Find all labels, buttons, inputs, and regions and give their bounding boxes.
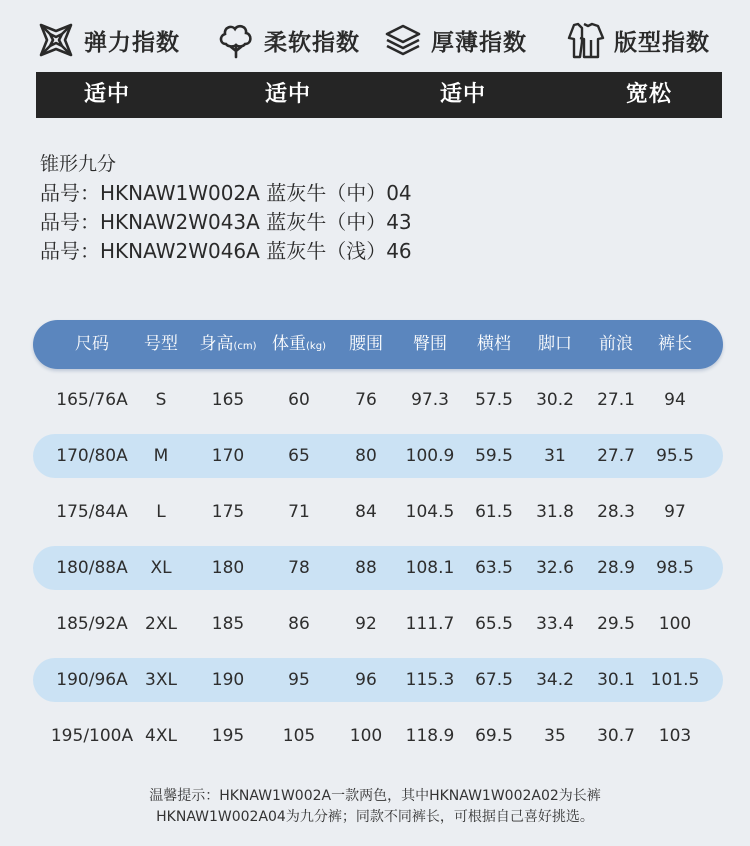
column-header-label: 臀围 xyxy=(413,334,447,354)
column-header xyxy=(272,320,326,371)
table-cell: 115.3 xyxy=(405,670,455,690)
table-cell: XL xyxy=(150,558,172,578)
column-header xyxy=(599,320,633,369)
table-cell: 30.7 xyxy=(597,726,635,746)
table-cell: 100 xyxy=(349,726,383,746)
table-cell: 170 xyxy=(211,446,245,466)
table-cell: 104.5 xyxy=(405,502,455,522)
column-header xyxy=(477,320,511,369)
table-cell: 71 xyxy=(288,502,310,522)
table-cell: 27.7 xyxy=(597,446,635,466)
index-value-elasticity: 适中 xyxy=(84,82,131,107)
table-cell: 100.9 xyxy=(405,446,455,466)
column-header xyxy=(199,320,256,371)
column-header-label: 裤长 xyxy=(658,334,692,354)
column-header-label: 脚口 xyxy=(538,334,572,354)
column-header-label: 尺码 xyxy=(75,334,109,354)
table-cell: 118.9 xyxy=(405,726,455,746)
column-header-label: 号型 xyxy=(144,334,178,354)
table-cell: 63.5 xyxy=(475,558,513,578)
index-label-thickness: 厚薄指数 xyxy=(431,29,527,56)
column-header-label: 腰围 xyxy=(349,334,383,354)
table-cell: 31 xyxy=(544,446,566,466)
table-cell: 101.5 xyxy=(650,670,700,690)
table-cell: 31.8 xyxy=(536,502,574,522)
table-cell: 65 xyxy=(288,446,310,466)
table-cell: 28.3 xyxy=(597,502,635,522)
table-cell: 29.5 xyxy=(597,614,635,634)
table-cell: 108.1 xyxy=(405,558,455,578)
elastic-fabric-icon xyxy=(36,20,76,60)
table-row xyxy=(33,602,723,646)
product-item-code: 品号：HKNAW2W046A 蓝灰牛（浅）46 xyxy=(40,239,412,263)
table-cell: 95.5 xyxy=(656,446,694,466)
table-cell: 105 xyxy=(282,726,316,746)
column-header-label: 身高 xyxy=(199,334,234,354)
table-cell: 33.4 xyxy=(536,614,574,634)
table-cell: L xyxy=(156,502,166,522)
table-cell: 76 xyxy=(355,390,377,410)
index-thickness xyxy=(383,20,527,60)
table-cell: 80 xyxy=(355,446,377,466)
column-header xyxy=(538,320,572,369)
column-header-label: 横档 xyxy=(477,334,511,354)
table-cell: 34.2 xyxy=(536,670,574,690)
column-header xyxy=(413,320,447,369)
table-cell: 98.5 xyxy=(656,558,694,578)
table-cell: 78 xyxy=(288,558,310,578)
column-header xyxy=(349,320,383,369)
table-row xyxy=(33,658,723,702)
table-cell: 32.6 xyxy=(536,558,574,578)
table-cell: 3XL xyxy=(145,670,177,690)
table-cell: 165/76A xyxy=(56,390,128,410)
index-values-bar xyxy=(36,72,722,118)
index-elasticity xyxy=(36,20,180,60)
table-cell: 94 xyxy=(664,390,686,410)
table-cell: 57.5 xyxy=(475,390,513,410)
table-cell: 175/84A xyxy=(56,502,128,522)
column-header-unit: (kg) xyxy=(306,341,326,352)
table-cell: 2XL xyxy=(145,614,177,634)
table-cell: 97 xyxy=(664,502,686,522)
table-cell: 195 xyxy=(211,726,245,746)
footnote-line: 温馨提示：HKNAW1W002A一款两色，其中HKNAW1W002A02为长裤 xyxy=(149,788,601,804)
table-cell: 4XL xyxy=(145,726,177,746)
index-label-fit: 版型指数 xyxy=(614,29,710,56)
column-header-label: 体重 xyxy=(272,334,307,354)
index-value-softness: 适中 xyxy=(265,82,312,107)
table-cell: 30.1 xyxy=(597,670,635,690)
product-style: 锥形九分 xyxy=(40,153,117,175)
table-cell: 195/100A xyxy=(50,726,134,746)
column-header xyxy=(144,320,178,369)
index-label-softness: 柔软指数 xyxy=(264,29,360,56)
pants-shirt-icon xyxy=(566,20,606,60)
table-cell: 100 xyxy=(658,614,692,634)
cotton-flower-icon xyxy=(216,20,256,60)
table-row xyxy=(33,714,723,758)
table-cell: 185 xyxy=(211,614,245,634)
size-table xyxy=(33,320,723,758)
table-cell: 111.7 xyxy=(405,614,455,634)
footnote xyxy=(0,786,750,828)
table-cell: 175 xyxy=(211,502,245,522)
column-header xyxy=(658,320,692,369)
table-cell: 170/80A xyxy=(56,446,128,466)
table-cell: 27.1 xyxy=(597,390,635,410)
table-cell: S xyxy=(155,390,167,410)
table-cell: 185/92A xyxy=(56,614,128,634)
table-cell: 84 xyxy=(355,502,377,522)
table-cell: 190 xyxy=(211,670,245,690)
table-cell: 86 xyxy=(288,614,310,634)
table-cell: 96 xyxy=(355,670,377,690)
table-cell: 67.5 xyxy=(475,670,513,690)
table-cell: 103 xyxy=(658,726,692,746)
product-item-code: 品号：HKNAW1W002A 蓝灰牛（中）04 xyxy=(40,181,412,205)
index-fit xyxy=(566,20,710,60)
column-header-unit: (cm) xyxy=(233,341,257,352)
product-info xyxy=(40,150,412,266)
table-cell: M xyxy=(153,446,169,466)
column-header xyxy=(75,320,109,369)
table-cell: 60 xyxy=(288,390,310,410)
table-cell: 180 xyxy=(211,558,245,578)
table-cell: 92 xyxy=(355,614,377,634)
table-row xyxy=(33,546,723,590)
table-cell: 95 xyxy=(288,670,310,690)
table-cell: 65.5 xyxy=(475,614,513,634)
table-cell: 61.5 xyxy=(475,502,513,522)
column-header-label: 前浪 xyxy=(599,334,633,354)
table-cell: 59.5 xyxy=(475,446,513,466)
table-row xyxy=(33,378,723,422)
table-cell: 69.5 xyxy=(475,726,513,746)
table-row xyxy=(33,434,723,478)
index-softness xyxy=(216,20,360,60)
index-value-thickness: 适中 xyxy=(440,82,487,107)
table-cell: 88 xyxy=(355,558,377,578)
table-cell: 30.2 xyxy=(536,390,574,410)
size-table-body xyxy=(33,378,723,758)
table-cell: 180/88A xyxy=(56,558,128,578)
table-cell: 190/96A xyxy=(56,670,128,690)
index-value-fit: 宽松 xyxy=(626,82,673,107)
table-cell: 97.3 xyxy=(411,390,449,410)
fabric-index-header xyxy=(36,14,722,66)
table-row xyxy=(33,490,723,534)
size-table-header xyxy=(33,320,723,369)
table-cell: 35 xyxy=(544,726,566,746)
product-item-code: 品号：HKNAW2W043A 蓝灰牛（中）43 xyxy=(40,210,412,234)
layers-icon xyxy=(383,20,423,60)
index-label-elasticity: 弹力指数 xyxy=(84,29,180,56)
footnote-line: HKNAW1W002A04为九分裤；同款不同裤长，可根据自己喜好挑选。 xyxy=(156,809,594,825)
table-cell: 165 xyxy=(211,390,245,410)
table-cell: 28.9 xyxy=(597,558,635,578)
